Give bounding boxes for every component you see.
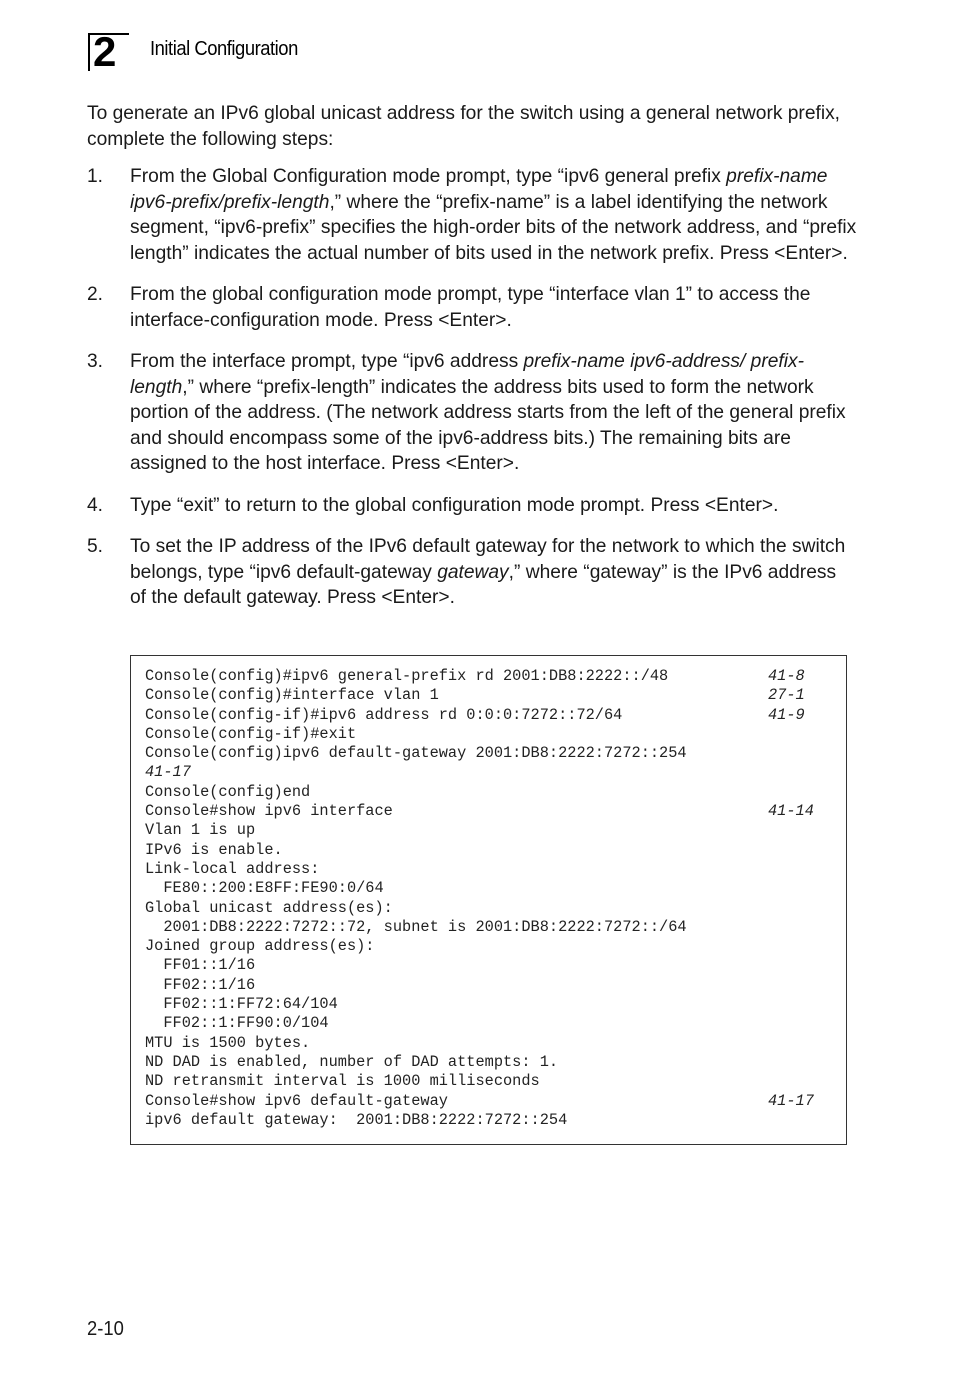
page-reference: 41-9: [768, 705, 805, 724]
chapter-badge: [88, 28, 129, 75]
code-text: ipv6 default gateway: 2001:DB8:2222:7272::254: [145, 1110, 568, 1129]
code-text: FF01::1/16: [145, 956, 256, 975]
step-italic-text: gateway: [437, 561, 509, 583]
step-italic-text: prefix-name ipv6-address/ prefix-length: [130, 351, 804, 398]
code-line: [145, 860, 835, 879]
step-number: 4.: [87, 494, 104, 516]
code-text: Console(config)#ipv6 general-prefix rd 2001:DB8:2222::/48: [145, 667, 669, 685]
code-line: [145, 976, 835, 995]
code-text: Console#show ipv6 interface: [145, 802, 393, 821]
step-item: [87, 164, 857, 266]
step-item: [87, 493, 857, 519]
code-lines: [145, 667, 835, 1130]
step-text: ,” where “prefix-length” indicates the address bits used to form the network portion of the address. (The network address starts from the left of the general prefix and should encompass some of the ipv6-address bits.) The remaining bits are assigned to the host interface. Press <Enter>.: [130, 376, 846, 474]
code-text: Console(config-if)#ipv6 address rd 0:0:0:7272::72/64: [145, 705, 623, 724]
code-line: [145, 802, 835, 821]
code-line: [145, 995, 835, 1014]
step-text: ,” where the “prefix-name” is a label identifying the network segment, “ipv6-prefix” specifies the high-order bits of the network address, and “prefix length” indicates the actual number of bits used in the network prefix. Press <Enter>.: [130, 191, 857, 264]
code-text: Link-local address:: [145, 859, 320, 878]
code-line: [145, 1014, 835, 1033]
code-text: FE80::200:E8FF:FE90:0/64: [145, 879, 384, 898]
code-line: [145, 1053, 835, 1072]
code-line: [145, 1092, 835, 1111]
code-text: Vlan 1 is up: [145, 821, 256, 840]
page-number: 2-10: [87, 1318, 124, 1340]
code-line: [145, 899, 835, 918]
code-line: [145, 763, 835, 782]
code-text: ND retransmit interval is 1000 milliseconds: [145, 1072, 540, 1091]
code-line: [145, 918, 835, 937]
code-line: [145, 1072, 835, 1091]
code-text: Console(config-if)#exit: [145, 724, 357, 743]
step-text: From the global configuration mode prompt, type “interface vlan 1” to access the interface-configuration mode. Press <Enter>.: [130, 284, 811, 331]
code-example: [130, 655, 847, 1145]
page-reference: 41-14: [768, 802, 814, 821]
step-text: Type “exit” to return to the global configuration mode prompt. Press <Enter>.: [130, 494, 779, 516]
code-text: Console(config)#interface vlan 1: [145, 686, 439, 705]
code-text: Console(config)end: [145, 782, 311, 801]
step-number: 5.: [87, 536, 104, 557]
code-line: [145, 821, 835, 840]
code-text: 41-17: [145, 763, 191, 782]
step-text: From the Global Configuration mode prompt, type “ipv6 general prefix: [130, 166, 727, 187]
step-item: [87, 534, 857, 611]
step-item: [87, 282, 857, 333]
code-line: [145, 667, 835, 686]
code-line: [145, 783, 835, 802]
code-text: MTU is 1500 bytes.: [145, 1033, 311, 1052]
code-line: [145, 1111, 835, 1130]
step-italic-text: prefix-name ipv6-prefix/prefix-length: [130, 166, 828, 213]
code-line: [145, 956, 835, 975]
intro-paragraph: To generate an IPv6 global unicast address for the switch using a general network prefix, complete the following steps:: [87, 103, 841, 150]
code-line: [145, 1034, 835, 1053]
step-number: 2.: [87, 284, 104, 305]
code-line: [145, 841, 835, 860]
code-text: Global unicast address(es):: [145, 898, 393, 917]
step-text: ,” where “gateway” is the IPv6 address of the default gateway. Press <Enter>.: [130, 561, 837, 608]
code-text: FF02::1:FF72:64/104: [145, 995, 338, 1014]
code-line: [145, 744, 835, 763]
steps-list: [87, 164, 857, 611]
step-text: From the interface prompt, type “ipv6 address: [130, 351, 524, 372]
code-text: ND DAD is enabled, number of DAD attempts: 1.: [145, 1052, 559, 1071]
code-text: Console(config)ipv6 default-gateway 2001:DB8:2222:7272::254: [145, 744, 687, 763]
code-text: 2001:DB8:2222:7272::72, subnet is 2001:DB8:2222:7272::/64: [145, 917, 687, 936]
code-text: Joined group address(es):: [145, 937, 375, 956]
code-line: [145, 706, 835, 725]
step-number: 1.: [87, 166, 104, 187]
chapter-number: 2: [93, 28, 117, 75]
chapter-title: Initial Configuration: [150, 38, 298, 60]
page-reference: 41-17: [768, 1091, 814, 1110]
step-number: 3.: [87, 351, 104, 372]
code-text: Console#show ipv6 default-gateway: [145, 1091, 448, 1110]
code-line: [145, 686, 835, 705]
code-text: FF02::1/16: [145, 975, 256, 994]
step-text: To set the IP address of the IPv6 default gateway for the network to which the switch belongs, type “ipv6 default-gateway: [130, 536, 846, 583]
code-line: [145, 725, 835, 744]
code-text: IPv6 is enable.: [145, 840, 283, 859]
code-text: FF02::1:FF90:0/104: [145, 1014, 329, 1033]
code-line: [145, 879, 835, 898]
page-reference: 27-1: [768, 686, 805, 705]
code-line: [145, 937, 835, 956]
page-reference: 41-8: [768, 667, 805, 685]
step-item: [87, 349, 857, 477]
